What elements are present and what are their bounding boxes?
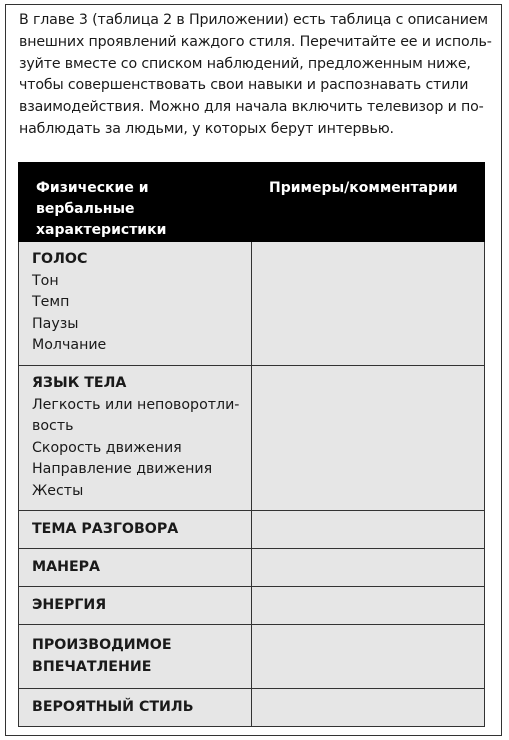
table-row bbox=[19, 587, 485, 625]
list-item: Темп bbox=[32, 294, 70, 311]
characteristic-cell bbox=[19, 625, 252, 689]
list-item: Легкость или неповоротли- bbox=[32, 396, 240, 413]
list-item: Жесты bbox=[32, 482, 84, 499]
characteristic-cell bbox=[19, 549, 252, 587]
category-label: ВЕРОЯТНЫЙ СТИЛЬ bbox=[32, 698, 194, 715]
category-label: ЭНЕРГИЯ bbox=[32, 596, 107, 613]
intro-line: чтобы совершенствовать свои навыки и распознавать стили bbox=[19, 77, 469, 94]
table-row bbox=[19, 689, 485, 727]
intro-line: взаимодействия. Можно для начала включить телевизор и по- bbox=[19, 99, 484, 116]
table-header-row bbox=[19, 163, 485, 242]
intro-line: внешних проявлений каждого стиля. Перечитайте ее и исполь- bbox=[19, 33, 492, 50]
list-item: Скорость движения bbox=[32, 439, 182, 456]
category-label: МАНЕРА bbox=[32, 558, 101, 575]
table-row bbox=[19, 366, 485, 511]
table-row bbox=[19, 511, 485, 549]
list-item: Паузы bbox=[32, 315, 79, 332]
observation-table bbox=[18, 162, 485, 727]
list-item: вость bbox=[32, 418, 74, 435]
characteristic-cell bbox=[19, 511, 252, 549]
intro-paragraph bbox=[19, 10, 491, 141]
characteristic-cell bbox=[19, 242, 252, 366]
intro-line: зуйте вместе со списком наблюдений, предложенным ниже, bbox=[19, 55, 471, 72]
characteristic-cell bbox=[19, 366, 252, 511]
characteristic-cell bbox=[19, 587, 252, 625]
list-item: Молчание bbox=[32, 337, 107, 354]
comment-cell[interactable] bbox=[252, 549, 485, 587]
comment-cell[interactable] bbox=[252, 242, 485, 366]
characteristic-cell bbox=[19, 689, 252, 727]
comment-cell[interactable] bbox=[252, 366, 485, 511]
comment-cell[interactable] bbox=[252, 625, 485, 689]
list-item: Направление движения bbox=[32, 461, 213, 478]
intro-line: наблюдать за людьми, у которых берут интервью. bbox=[19, 120, 394, 137]
comment-cell[interactable] bbox=[252, 511, 485, 549]
category-label: ЯЗЫК ТЕЛА bbox=[32, 375, 127, 391]
category-label: ТЕМА РАЗГОВОРА bbox=[32, 520, 179, 537]
table-row bbox=[19, 242, 485, 366]
comment-cell[interactable] bbox=[252, 587, 485, 625]
category-label: ГОЛОС bbox=[32, 251, 88, 267]
table-row bbox=[19, 549, 485, 587]
list-item: Тон bbox=[32, 272, 59, 289]
header-characteristics: Физические и вербальные характеристики bbox=[19, 163, 252, 242]
intro-line: В главе 3 (таблица 2 в Приложении) есть таблица с описанием bbox=[19, 12, 488, 28]
category-label: ПРОИЗВОДИМОЕ ВПЕЧАТЛЕНИЕ bbox=[32, 636, 172, 675]
comment-cell[interactable] bbox=[252, 689, 485, 727]
header-examples: Примеры/комментарии bbox=[252, 163, 485, 242]
table-row bbox=[19, 625, 485, 689]
